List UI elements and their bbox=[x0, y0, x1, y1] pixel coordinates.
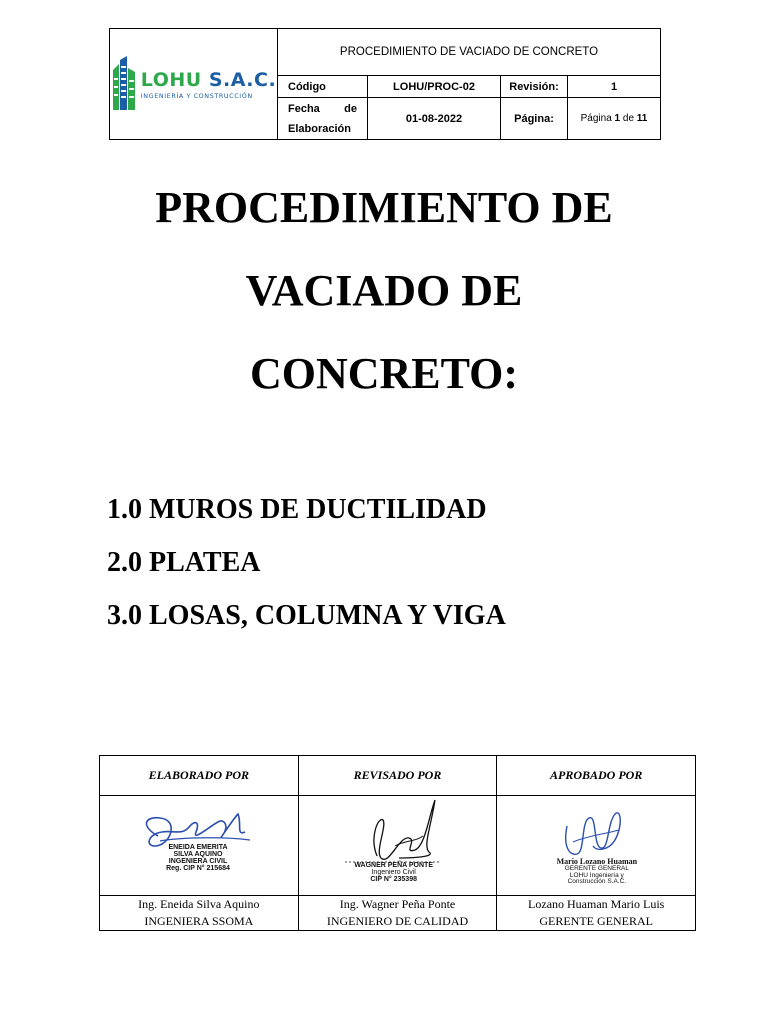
signer-role: INGENIERA SSOMA bbox=[144, 914, 254, 928]
signature-area bbox=[299, 796, 497, 896]
signature-column-aprobado bbox=[497, 756, 695, 930]
signer-role: INGENIERO DE CALIDAD bbox=[326, 914, 469, 928]
fecha-value: 01-08-2022 bbox=[368, 98, 501, 139]
stamp-line: Construcción S.A.C. bbox=[567, 878, 627, 885]
section-item: 2.0 PLATEA bbox=[107, 547, 261, 578]
signature-table bbox=[99, 755, 696, 931]
stamp-line: GERENTE GENERAL bbox=[564, 865, 629, 872]
logo-wordmark: LOHU S.A.C. bbox=[140, 68, 277, 91]
stamp-line: SILVA AQUINO bbox=[173, 851, 223, 858]
stamp-line: INGENIERA CIVIL bbox=[168, 858, 228, 865]
signer-name: Lozano Huaman Mario Luis bbox=[528, 897, 665, 911]
codigo-label: Código bbox=[278, 76, 368, 97]
codigo-value: LOHU/PROC-02 bbox=[368, 76, 501, 97]
revision-value: 1 bbox=[610, 80, 618, 93]
section-item: 1.0 MUROS DE DUCTILIDAD bbox=[107, 494, 487, 525]
signature-area bbox=[497, 796, 695, 896]
section-item: 3.0 LOSAS, COLUMNA Y VIGA bbox=[107, 600, 506, 631]
signature-column-elaborado bbox=[100, 756, 299, 930]
revision-label: Revisión: bbox=[501, 76, 568, 97]
document-header-table bbox=[109, 28, 661, 140]
stamp-line: ENEIDA EMERITA bbox=[168, 844, 228, 851]
stamp-line: Reg. CIP N° 215684 bbox=[166, 865, 230, 872]
section-list bbox=[107, 488, 506, 647]
title-line: CONCRETO: bbox=[249, 349, 519, 398]
signature-header: ELABORADO POR bbox=[100, 756, 298, 796]
logo-tagline: INGENIERÍA Y CONSTRUCCIÓN bbox=[140, 91, 253, 100]
stamp-line: LOHU Ingeniería y bbox=[569, 871, 624, 879]
title-line: VACIADO DE bbox=[245, 266, 523, 315]
company-logo bbox=[110, 29, 278, 139]
signer-role: GERENTE GENERAL bbox=[539, 914, 653, 928]
pagina-label: Página: bbox=[501, 98, 568, 139]
signature-column-revisado bbox=[299, 756, 498, 930]
signer-name: Ing. Wagner Peña Ponte bbox=[339, 897, 456, 911]
fecha-label: Fecha de Elaboración bbox=[278, 98, 368, 139]
stamp-line: CIP N° 235398 bbox=[370, 876, 417, 883]
document-title bbox=[0, 166, 768, 415]
stamp-line: WAGNER PEÑA PONTE bbox=[354, 862, 434, 869]
signature-area bbox=[100, 796, 298, 896]
stamp-line: Mario Lozano Huaman bbox=[556, 857, 638, 866]
header-title: PROCEDIMIENTO DE VACIADO DE CONCRETO bbox=[278, 29, 660, 76]
signer-name: Ing. Eneida Silva Aquino bbox=[138, 897, 260, 911]
stamp-line: Ingeniero Civil bbox=[371, 869, 416, 876]
signature-header: APROBADO POR bbox=[497, 756, 695, 796]
title-line: PROCEDIMIENTO DE bbox=[155, 183, 613, 232]
pagina-value: Página 1 de 11 bbox=[580, 113, 648, 124]
building-logo-icon bbox=[111, 56, 137, 112]
signature-header: REVISADO POR bbox=[299, 756, 497, 796]
